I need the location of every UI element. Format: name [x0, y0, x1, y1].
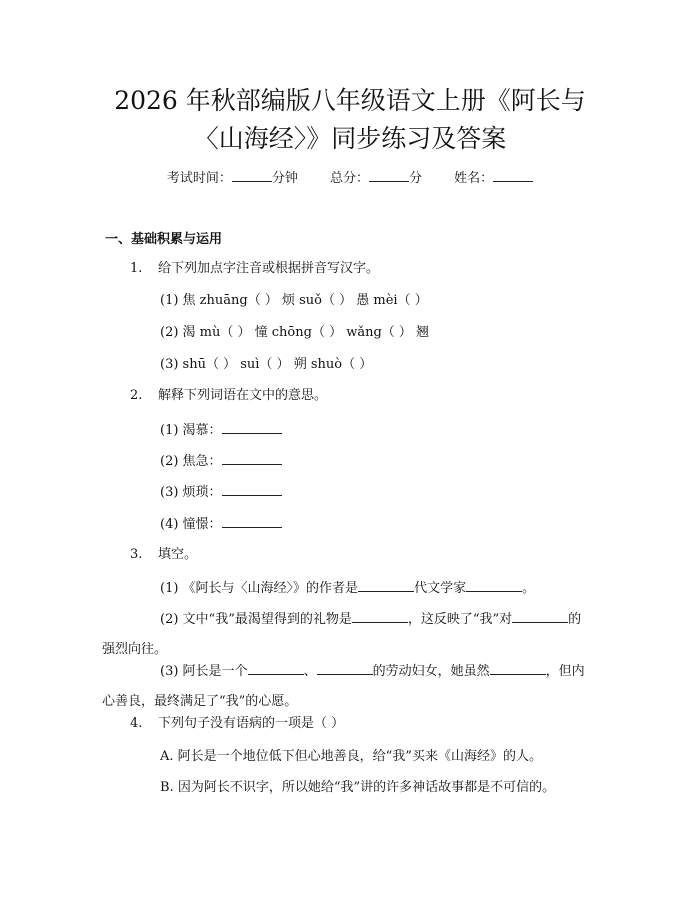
question-text: 下列句子没有语病的一项是（ ）	[158, 716, 345, 731]
time-label: 考试时间：	[166, 171, 232, 186]
q3-item-2	[102, 605, 594, 665]
q3-text: 、	[303, 664, 317, 679]
q4-option-a[interactable]: A. 阿长是一个地位低下但心地善良，给“我”买来《山海经》的人。	[160, 749, 542, 764]
q3-text: 。	[522, 581, 536, 596]
question-2	[130, 386, 327, 406]
q2-item-2	[160, 451, 282, 472]
name-field	[454, 171, 533, 186]
q2-item-label: (3) 烦琐：	[160, 485, 222, 500]
answer-blank[interactable]	[222, 420, 282, 434]
q3-text: (1) 《阿长与〈山海经〉》的作者是	[160, 581, 359, 596]
question-text: 解释下列词语在文中的意思。	[158, 388, 328, 403]
score-field	[330, 171, 426, 186]
q2-item-label: (1) 渴慕：	[160, 423, 222, 438]
answer-blank[interactable]	[352, 609, 408, 623]
question-number: 2.	[130, 388, 143, 403]
q3-text: ，但内心善良，最终满足了“我”的心愿。	[102, 664, 585, 709]
q3-item-1	[160, 578, 535, 599]
question-text: 给下列加点字注音或根据拼音写汉字。	[158, 261, 380, 276]
answer-blank[interactable]	[222, 482, 282, 496]
time-unit: 分钟	[271, 171, 298, 186]
question-number: 4.	[130, 716, 143, 731]
exam-meta	[0, 168, 700, 189]
question-number: 3.	[130, 547, 143, 562]
answer-blank[interactable]	[248, 661, 304, 675]
q2-item-3	[160, 482, 282, 503]
answer-blank[interactable]	[490, 661, 546, 675]
question-4	[130, 714, 344, 734]
q3-text: 代文学家	[414, 581, 467, 596]
q2-item-label: (2) 焦急：	[160, 454, 222, 469]
name-blank[interactable]	[493, 168, 533, 182]
q1-row-3: (3) shū（ ） suì（ ） 朔 shuò（ ）	[160, 357, 373, 372]
question-3	[130, 545, 197, 565]
q4-option-b[interactable]: B. 因为阿长不识字，所以她给“我”讲的许多神话故事都是不可信的。	[160, 780, 556, 795]
q3-item-3	[102, 657, 594, 717]
title-line-1: 2026 年秋部编版八年级语文上册《阿长与	[114, 86, 586, 115]
q1-row-1: (1) 焦 zhuāng（ ） 烦 suǒ（ ） 愚 mèi（ ）	[160, 293, 428, 308]
q2-item-4	[160, 514, 282, 535]
score-blank[interactable]	[369, 168, 409, 182]
q3-text: ，这反映了“我”对	[407, 612, 513, 627]
name-label: 姓名：	[454, 171, 494, 186]
q3-text: (3) 阿长是一个	[160, 664, 248, 679]
section-heading: 一、基础积累与运用	[105, 232, 223, 247]
q3-text: 的劳动妇女，她虽然	[372, 664, 490, 679]
score-label: 总分：	[329, 171, 369, 186]
q2-item-label: (4) 憧憬：	[160, 517, 222, 532]
answer-blank[interactable]	[466, 578, 522, 592]
time-field	[167, 171, 302, 186]
question-1	[130, 259, 379, 279]
answer-blank[interactable]	[358, 578, 414, 592]
q2-item-1	[160, 420, 282, 441]
page-title	[60, 82, 640, 158]
q3-text: 的强烈向往。	[102, 612, 582, 657]
answer-blank[interactable]	[222, 451, 282, 465]
question-text: 填空。	[158, 547, 198, 562]
q1-row-2: (2) 渴 mù（ ） 憧 chōng（ ） wǎng（ ） 翘	[160, 325, 430, 340]
title-line-2: 〈山海经〉》同步练习及答案	[193, 124, 507, 153]
answer-blank[interactable]	[222, 514, 282, 528]
answer-blank[interactable]	[512, 609, 568, 623]
time-blank[interactable]	[232, 168, 272, 182]
score-unit: 分	[409, 171, 423, 186]
q3-text: (2) 文中“我”最渴望得到的礼物是	[160, 612, 352, 627]
question-number: 1.	[130, 261, 143, 276]
answer-blank[interactable]	[317, 661, 373, 675]
